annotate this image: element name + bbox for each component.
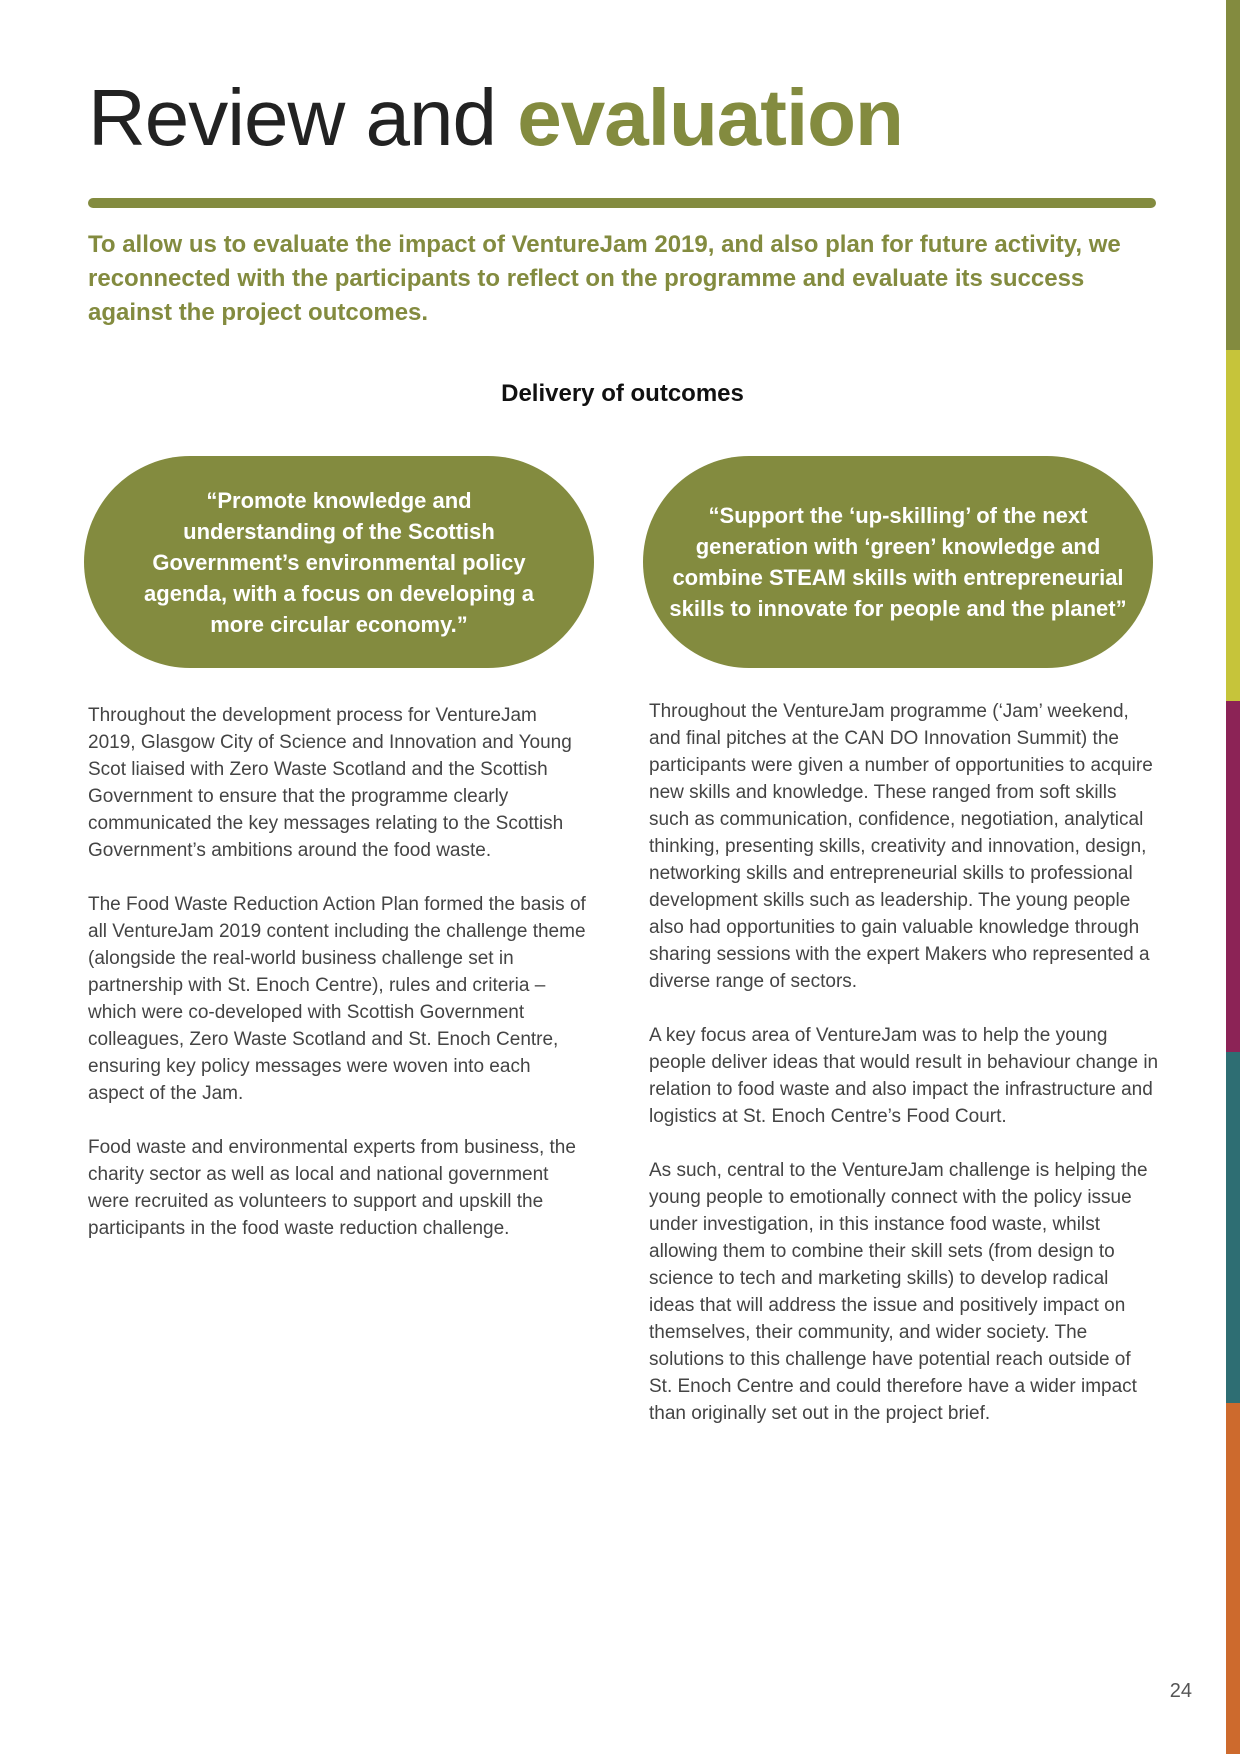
outcome-pill-upskilling: [643, 456, 1153, 668]
left-column: [88, 702, 588, 1269]
title-divider: [88, 198, 1156, 208]
section-heading: Delivery of outcomes: [501, 380, 744, 407]
page-title-light: Review and: [88, 73, 518, 162]
side-color-band-olive: [1226, 0, 1240, 350]
page-title-bold: evaluation: [517, 73, 903, 162]
intro-text: To allow us to evaluate the impact of VentureJam 2019, and also plan for future activity, we reconnected with the participants to reflect on the programme and evaluate its success against the project outcomes.: [88, 231, 1121, 326]
side-color-band-plum: [1226, 701, 1240, 1052]
body-paragraph: Throughout the VentureJam programme (‘Jam’ weekend, and final pitches at the CAN DO Innovation Summit) the participants were given a number of opportunities to acquire new skills and knowledge. These ranged from soft skills such as communication, confidence, negotiation, analytical thinking, presenting skills, creativity and innovation, design, networking skills and entrepreneurial skills to professional development skills such as leadership. The young people also had opportunities to gain valuable knowledge through sharing sessions with the expert Makers who represented a diverse range of sectors.: [649, 701, 1153, 992]
side-color-band-teal: [1226, 1052, 1240, 1403]
page-title: [88, 73, 903, 162]
outcome-pill-knowledge: [84, 456, 594, 668]
outcome-quote: “Promote knowledge and understanding of the Scottish Government’s environmental policy agenda, with a focus on developing a more circular economy.”: [144, 487, 534, 637]
body-paragraph: Food waste and environmental experts from business, the charity sector as well as local and national government were recruited as volunteers to support and upskill the participants in the food waste reduction challenge.: [88, 1137, 576, 1239]
page-number: 24: [1169, 1680, 1192, 1702]
right-column: [649, 698, 1159, 1454]
side-color-band-orange: [1226, 1403, 1240, 1754]
body-paragraph: A key focus area of VentureJam was to help the young people deliver ideas that would result in behaviour change in relation to food waste and also impact the infrastructure and logistics at St. Enoch Centre’s Food Court.: [649, 1025, 1159, 1127]
outcome-quote: “Support the ‘up-skilling’ of the next generation with ‘green’ knowledge and combine STEAM skills with entrepreneurial skills to innovate for people and the planet”: [669, 503, 1127, 621]
body-paragraph: The Food Waste Reduction Action Plan formed the basis of all VentureJam 2019 content including the challenge theme (alongside the real-world business challenge set in partnership with St. Enoch Centre), rules and criteria – which were co-developed with Scottish Government colleagues, Zero Waste Scotland and St. Enoch Centre, ensuring key policy messages were woven into each aspect of the Jam.: [88, 894, 586, 1104]
body-paragraph: As such, central to the VentureJam challenge is helping the young people to emotionally connect with the policy issue under investigation, in this instance food waste, whilst allowing them to combine their skill sets (from design to science to tech and marketing skills) to develop radical ideas that will address the issue and positively impact on themselves, their community, and wider society. The solutions to this challenge have potential reach outside of St. Enoch Centre and could therefore have a wider impact than originally set out in the project brief.: [649, 1160, 1148, 1424]
body-paragraph: Throughout the development process for VentureJam 2019, Glasgow City of Science and Innovation and Young Scot liaised with Zero Waste Scotland and the Scottish Government to ensure that the programme clearly communicated the key messages relating to the Scottish Government’s ambitions around the food waste.: [88, 705, 572, 861]
